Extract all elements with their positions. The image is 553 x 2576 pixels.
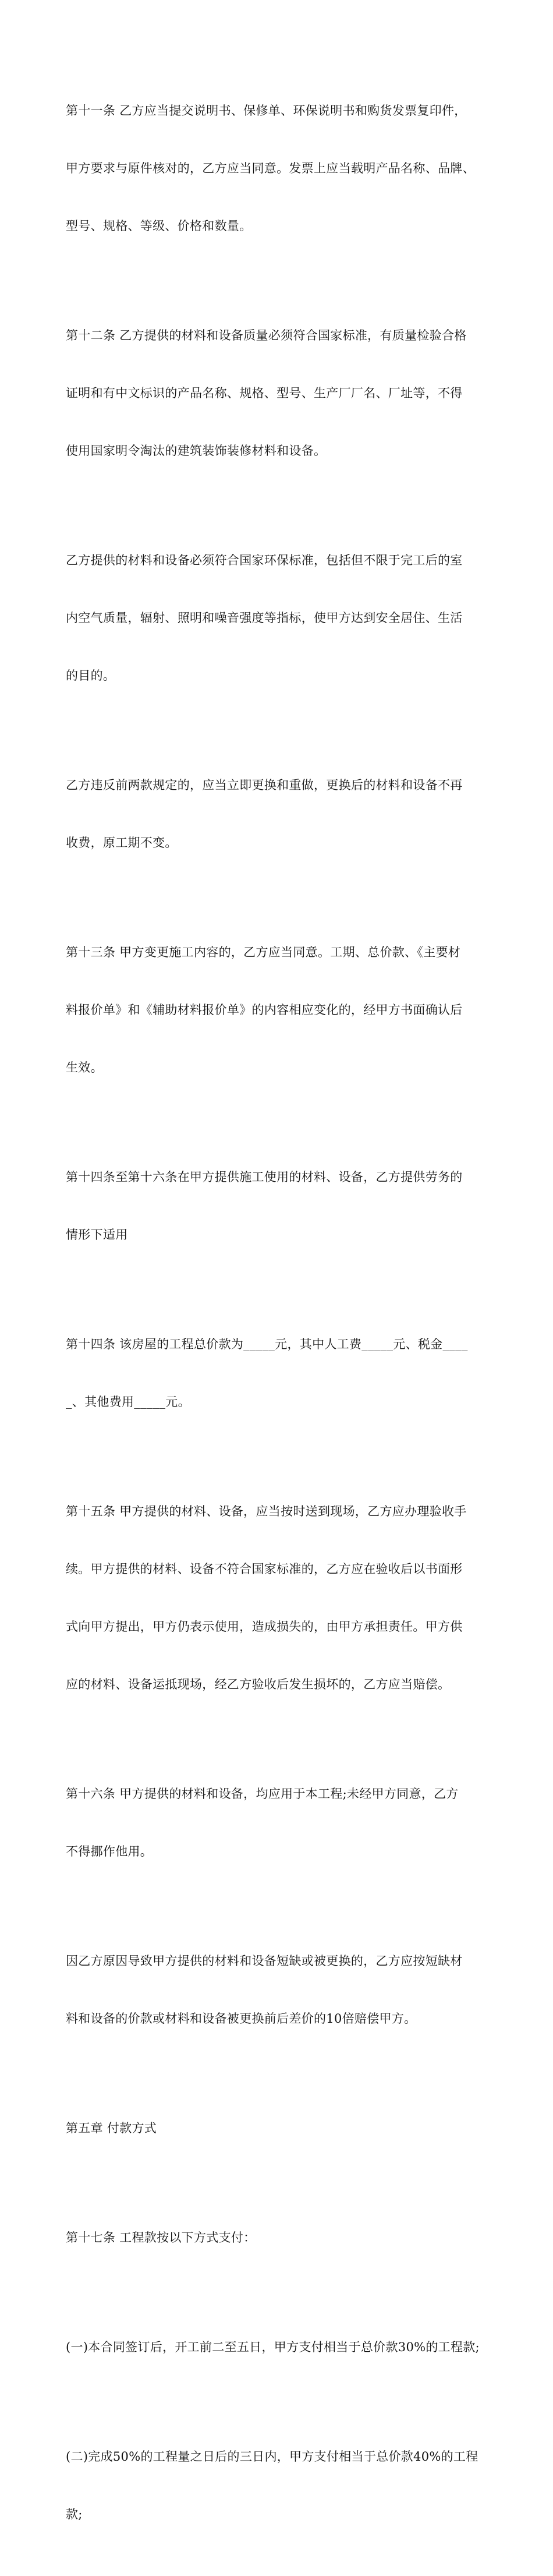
text-line: 内空气质量，辐射、照明和噪音强度等指标，使甲方达到安全居住、生活 (66, 611, 463, 625)
payment-item-2-paragraph (66, 2409, 491, 2563)
text-line: 不得挪作他用。 (66, 1844, 153, 1858)
text-line: 料报价单》和《辅助材料报价单》的内容相应变化的，经甲方书面确认后 (66, 1003, 463, 1017)
text-line: 第十一条 乙方应当提交说明书、保修单、环保说明书和购货发票复印件， (66, 104, 467, 118)
article-14-paragraph (66, 1296, 491, 1450)
text-line: (二)完成50%的工程量之日后的三日内，甲方支付相当于总价款40%的工程 (66, 2450, 478, 2464)
text-line: 第十六条 甲方提供的材料和设备，均应用于本工程;未经甲方同意，乙方 (66, 1787, 459, 1801)
text-line: 续。甲方提供的材料、设备不符合国家标准的，乙方应在验收后以书面形 (66, 1562, 463, 1576)
text-line: 生效。 (66, 1061, 103, 1075)
text-line: 料和设备的价款或材料和设备被更换前后差价的10倍赔偿甲方。 (66, 2012, 417, 2026)
article-16-paragraph (66, 1746, 491, 1900)
text-line: 应的材料、设备运抵现场，经乙方验收后发生损坏的，乙方应当赔偿。 (66, 1677, 451, 1691)
text-line: 因乙方原因导致甲方提供的材料和设备短缺或被更换的，乙方应按短缺材 (66, 1954, 463, 1968)
text-line: 型号、规格、等级、价格和数量。 (66, 219, 252, 233)
text-line: 第十四条 该房屋的工程总价款为_____元，其中人工费_____元、税金____ (66, 1337, 468, 1351)
text-line: 甲方要求与原件核对的，乙方应当同意。发票上应当载明产品名称、品牌、 (66, 161, 475, 175)
article-11-paragraph (66, 63, 491, 274)
text-line: 乙方违反前两款规定的，应当立即更换和重做，更换后的材料和设备不再 (66, 778, 463, 792)
text-line: 第十四条至第十六条在甲方提供施工使用的材料、设备，乙方提供劳务的 (66, 1170, 463, 1184)
text-line: 的目的。 (66, 669, 116, 683)
article-12-paragraph (66, 288, 491, 499)
article-15-paragraph (66, 1464, 491, 1733)
text-line: 使用国家明令淘汰的建筑装饰装修材料和设备。 (66, 444, 327, 458)
document-body (66, 63, 491, 2576)
payment-item-1-paragraph (66, 2299, 491, 2395)
text-line: 第十二条 乙方提供的材料和设备质量必须符合国家标准，有质量检验合格 (66, 328, 467, 342)
text-line: 式向甲方提出，甲方仍表示使用，造成损失的，由甲方承担责任。甲方供 (66, 1620, 463, 1634)
article-17-paragraph (66, 2190, 491, 2286)
chapter-title: 第五章 付款方式 (66, 2121, 157, 2135)
violation-replacement-paragraph (66, 737, 491, 891)
article-13-paragraph (66, 904, 491, 1116)
text-line: (一)本合同签订后，开工前二至五日，甲方支付相当于总价款30%的工程款; (66, 2340, 480, 2354)
text-line: 款; (66, 2507, 83, 2521)
chapter-5-heading (66, 2080, 491, 2176)
text-line: 证明和有中文标识的产品名称、规格、型号、生产厂厂名、厂址等，不得 (66, 386, 463, 400)
text-line: 第十五条 甲方提供的材料、设备，应当按时送到现场，乙方应办理验收手 (66, 1504, 467, 1518)
text-line: 情形下适用 (66, 1228, 128, 1242)
text-line: 乙方提供的材料和设备必须符合国家环保标准，包括但不限于完工后的室 (66, 553, 463, 567)
text-line: 第十三条 甲方变更施工内容的，乙方应当同意。工期、总价款、《主要材 (66, 945, 461, 959)
text-line: _、其他费用_____元。 (66, 1395, 190, 1409)
environmental-standard-paragraph (66, 513, 491, 724)
shortage-compensation-paragraph (66, 1913, 491, 2067)
text-line: 收费，原工期不变。 (66, 836, 178, 850)
text-line: 第十七条 工程款按以下方式支付： (66, 2231, 256, 2245)
articles-14-16-scope-paragraph (66, 1129, 491, 1283)
